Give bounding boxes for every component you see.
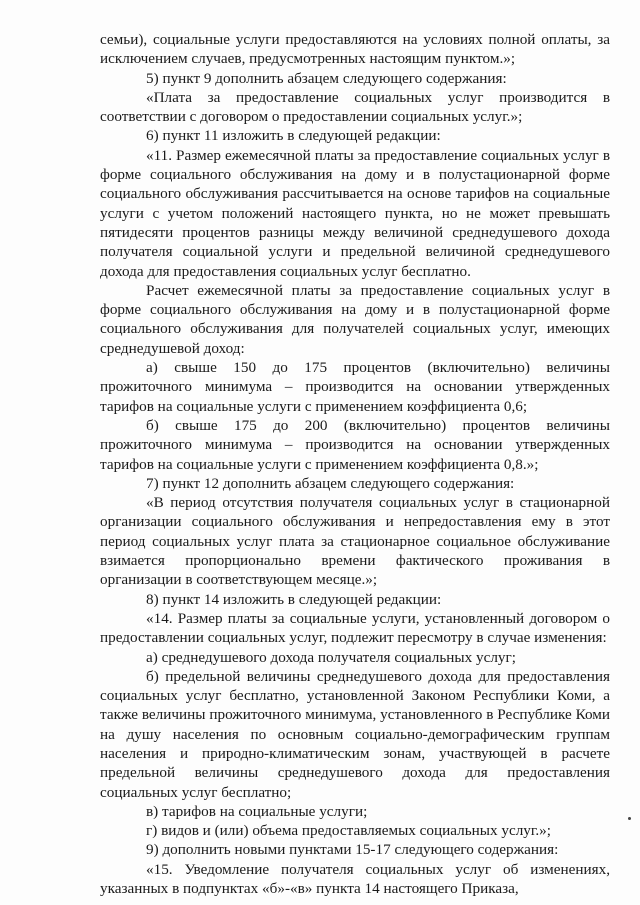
paragraph-p4: «11. Размер ежемесячной платы за предоставление социальных услуг в форме социального обслуживания на дому и в полустационарной форме социального обслуживания рассчитывается на основе тарифов на социальные услуги с учетом положений настоящего пункта, но не может превышать пятидесяти процентов разницы между величиной среднедушевого дохода получателя социальной услуги и предельной величиной среднедушевого дохода для предоставления социальных услуг бесплатно. [100, 146, 610, 280]
paragraph-p6: а) свыше 150 до 175 процентов (включительно) величины прожиточного минимума – производится на основании утвержденных тарифов на социальные услуги с применением коэффициента 0,6; [100, 359, 610, 415]
paragraph-p16: 9) дополнить новыми пунктами 15-17 следующего содержания: [146, 841, 559, 859]
paragraph-p8: 7) пункт 12 дополнить абзацем следующего содержания: [146, 474, 515, 492]
paragraph-p17: «15. Уведомление получателя социальных услуг об изменениях, указанных в подпунктах «б»-«в» пункта 14 настоящего Приказа, [100, 860, 610, 898]
paragraph-p7: б) свыше 175 до 200 (включительно) процентов величины прожиточного минимума – производится на основании утвержденных тарифов на социальные услуги с применением коэффициента 0,8.»; [100, 416, 610, 473]
paragraph-p9: «В период отсутствия получателя социальных услуг в стационарной организации социального обслуживания и непредоставления ему в этот период социальных услуг плата за стационарное социальное обслуживание взимается пропорционально времени фактического проживания в организации в соответствующем месяце.»; [100, 494, 610, 589]
paragraph-p2: «Плата за предоставление социальных услуг производится в соответствии с договором о предоставлении социальных услуг.»; [100, 88, 610, 126]
scan-speck [628, 817, 631, 820]
paragraph-p0: семьи), социальные услуги предоставляются на условиях полной оплаты, за исключением случаев, предусмотренных настоящим пунктом.»; [100, 31, 610, 68]
paragraph-p12: а) среднедушевого дохода получателя социальных услуг; [146, 648, 516, 666]
paragraph-p11: «14. Размер платы за социальные услуги, установленный договором о предоставлении социальных услуг, подлежит пересмотру в случае изменения: [100, 609, 610, 647]
paragraph-p14: в) тарифов на социальные услуги; [146, 802, 368, 820]
paragraph-p15: г) видов и (или) объема предоставляемых социальных услуг.»; [146, 822, 551, 840]
paragraph-p5: Расчет ежемесячной платы за предоставление социальных услуг в форме социального обслуживания на дому и в полустационарной форме социального обслуживания для получателей социальных услуг, имеющих среднедушевой доход: [100, 281, 610, 357]
paragraph-p3: 6) пункт 11 изложить в следующей редакции: [146, 127, 441, 145]
document-body [100, 30, 610, 898]
paragraph-p10: 8) пункт 14 изложить в следующей редакции: [146, 590, 442, 608]
paragraph-p1: 5) пункт 9 дополнить абзацем следующего содержания: [146, 69, 507, 87]
paragraph-p13: б) предельной величины среднедушевого дохода для предоставления социальных услуг бесплатно, установленной Законом Республики Коми, а также величины прожиточного минимума, установленного в Республике Коми на душу населения по основным социально-демографическим группам населения и природно-климатическим зонам, участвующей в расчете предельной величины среднедушевого дохода для предоставления социальных услуг бесплатно; [100, 667, 610, 801]
